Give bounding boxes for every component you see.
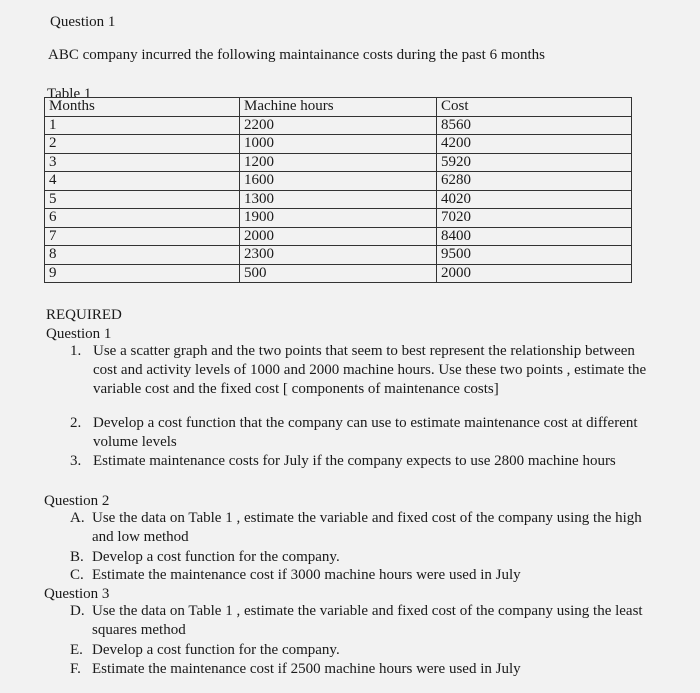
cell-machine-hours: 1900 [240, 209, 437, 228]
cell-cost: 9500 [437, 246, 632, 265]
question-title: Question 1 [50, 14, 116, 30]
cell-month: 1 [45, 116, 240, 135]
list-item-text: Estimate the maintenance cost if 2500 machine hours were used in July [92, 661, 521, 677]
list-marker: 3. [70, 453, 82, 469]
table-header-row [45, 98, 632, 117]
list-marker: D. [70, 603, 85, 619]
list-item-text: Use the data on Table 1 , estimate the variable and fixed cost of the company using the high and low method [92, 510, 642, 545]
cell-month: 7 [45, 227, 240, 246]
cell-cost: 7020 [437, 209, 632, 228]
header-machine-hours: Machine hours [240, 98, 437, 117]
list-marker: 2. [70, 415, 82, 431]
table-row [45, 153, 632, 172]
table-row [45, 190, 632, 209]
list-marker: A. [70, 510, 85, 526]
table-row [45, 227, 632, 246]
cell-machine-hours: 1200 [240, 153, 437, 172]
list-item-text: Estimate the maintenance cost if 3000 machine hours were used in July [92, 567, 521, 583]
table-caption: Table 1 [47, 86, 92, 102]
cell-month: 4 [45, 172, 240, 191]
cell-machine-hours: 1000 [240, 135, 437, 154]
cell-cost: 5920 [437, 153, 632, 172]
cell-machine-hours: 2300 [240, 246, 437, 265]
cell-month: 2 [45, 135, 240, 154]
list-item-text: Develop a cost function for the company. [92, 642, 340, 658]
cell-month: 5 [45, 190, 240, 209]
list-marker: E. [70, 642, 83, 658]
cell-machine-hours: 2000 [240, 227, 437, 246]
table-row [45, 246, 632, 265]
list-marker: C. [70, 567, 84, 583]
question-3-label: Question 3 [44, 586, 110, 602]
table-row [45, 116, 632, 135]
cell-month: 9 [45, 264, 240, 283]
list-item-text: Use the data on Table 1 , estimate the variable and fixed cost of the company using the least squares method [92, 603, 643, 638]
header-cost: Cost [437, 98, 632, 117]
cell-cost: 8400 [437, 227, 632, 246]
question-2-label: Question 2 [44, 493, 110, 509]
list-marker: F. [70, 661, 81, 677]
list-marker: 1. [70, 343, 82, 359]
table-row [45, 135, 632, 154]
cell-month: 6 [45, 209, 240, 228]
cell-machine-hours: 1300 [240, 190, 437, 209]
header-months: Months [45, 98, 240, 117]
list-item-text: Develop a cost function for the company. [92, 549, 340, 565]
cell-cost: 4020 [437, 190, 632, 209]
cell-cost: 4200 [437, 135, 632, 154]
table-row [45, 264, 632, 283]
required-heading: REQUIRED [46, 307, 122, 323]
list-item-text: Estimate maintenance costs for July if the company expects to use 2800 machine hours [93, 453, 616, 469]
cell-machine-hours: 1600 [240, 172, 437, 191]
list-item-text: Develop a cost function that the company can use to estimate maintenance cost at different volume levels [93, 415, 638, 450]
cell-machine-hours: 2200 [240, 116, 437, 135]
cell-month: 3 [45, 153, 240, 172]
cost-table [44, 97, 632, 283]
cell-cost: 2000 [437, 264, 632, 283]
table-row [45, 172, 632, 191]
cell-cost: 8560 [437, 116, 632, 135]
list-marker: B. [70, 549, 84, 565]
intro-text: ABC company incurred the following maintainance costs during the past 6 months [48, 47, 545, 63]
cell-month: 8 [45, 246, 240, 265]
cell-cost: 6280 [437, 172, 632, 191]
question-1-label: Question 1 [46, 326, 112, 342]
list-item-text: Use a scatter graph and the two points that seem to best represent the relationship between cost and activity levels of 1000 and 2000 machine hours. Use these two points , estimate the variable cost and the fixed cost [ components of maintenance costs] [93, 343, 647, 397]
cell-machine-hours: 500 [240, 264, 437, 283]
table-row [45, 209, 632, 228]
